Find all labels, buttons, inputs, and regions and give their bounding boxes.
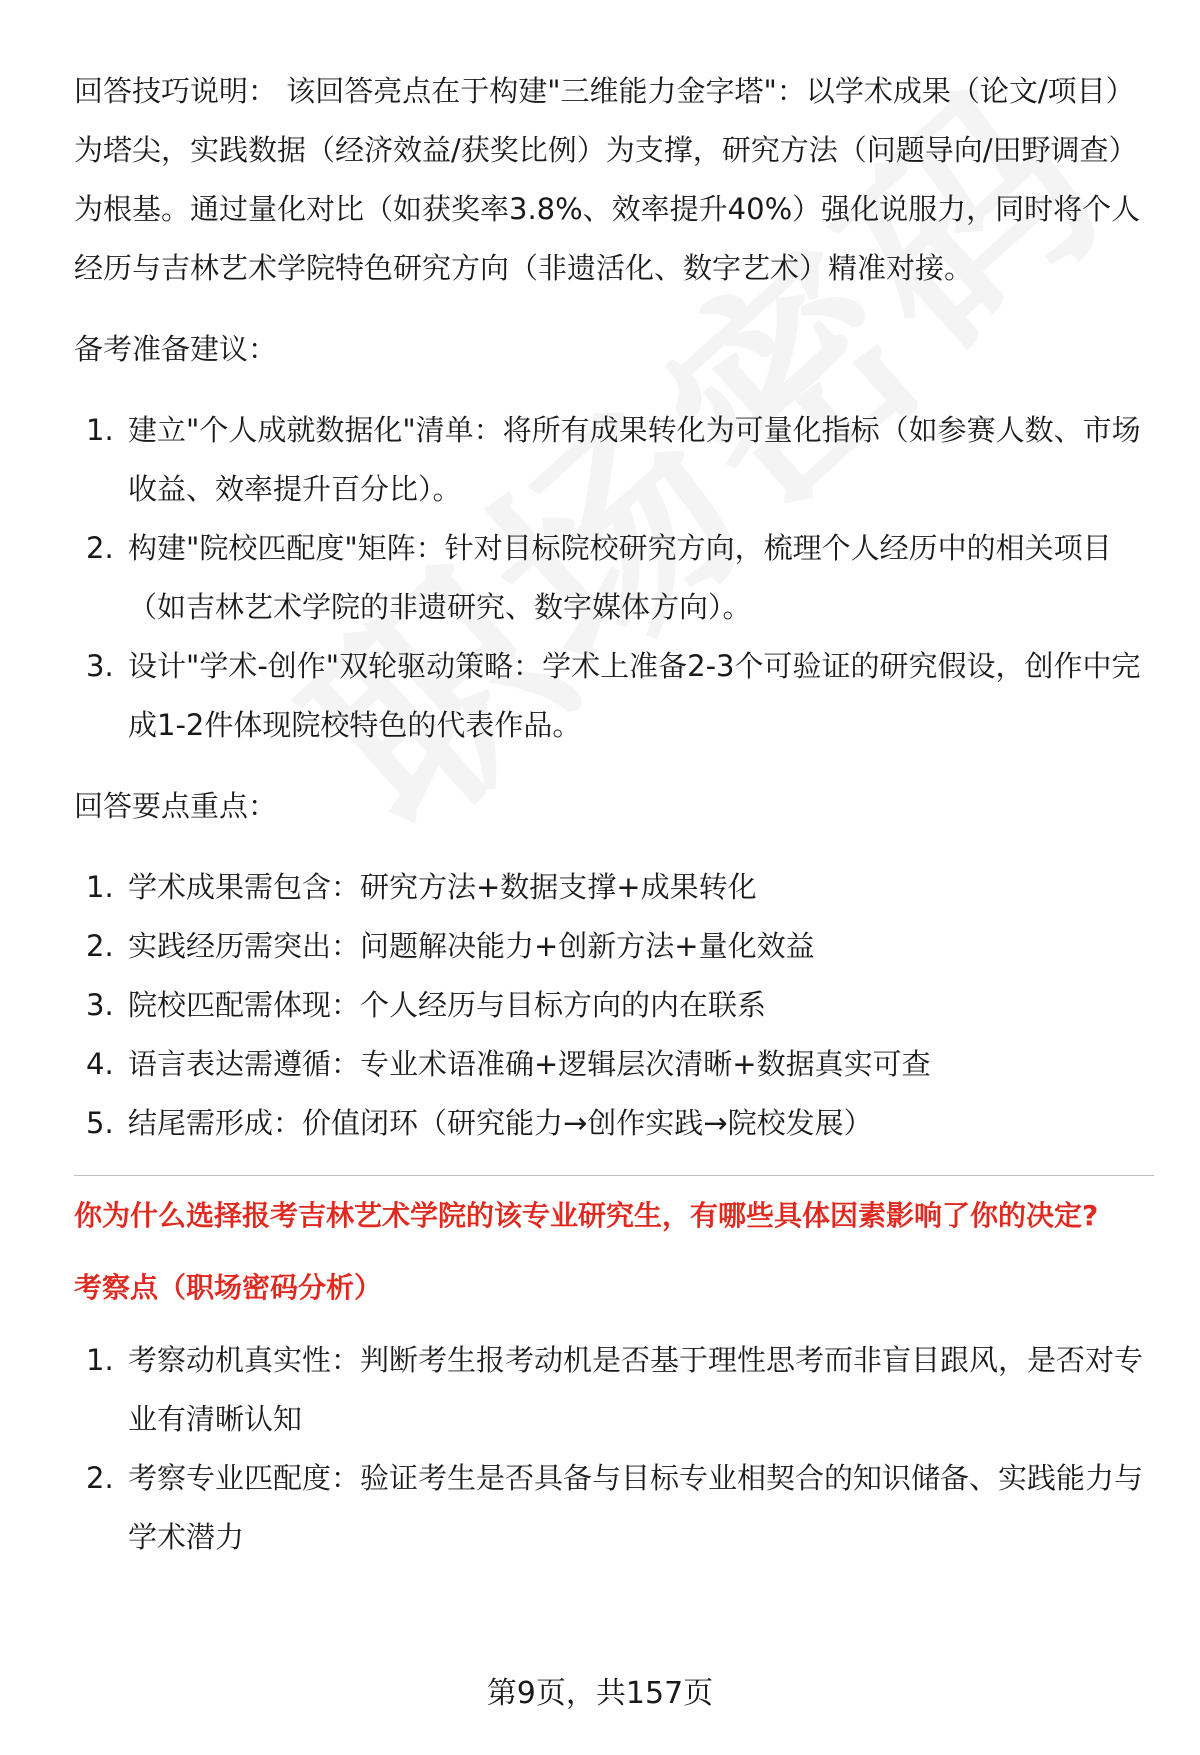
list-item: 2. 实践经历需突出：问题解决能力+创新方法+量化效益 <box>86 929 815 963</box>
page-content <box>74 62 1154 1589</box>
list-item: 2. 构建"院校匹配度"矩阵：针对目标院校研究方向，梳理个人经历中的相关项目（如吉林艺术学院的非遗研究、数字媒体方向）。 <box>86 531 1112 624</box>
list-item: 3. 院校匹配需体现：个人经历与目标方向的内在联系 <box>86 988 767 1022</box>
interview-question: 你为什么选择报考吉林艺术学院的该专业研究生，有哪些具体因素影响了你的决定? <box>74 1199 1099 1232</box>
list-item-text: 语言表达需遵循：专业术语准确+逻辑层次清晰+数据真实可查 <box>128 1047 931 1081</box>
answer-tip-paragraph: 回答技巧说明： 该回答亮点在于构建"三维能力金字塔"：以学术成果（论文/项目）为塔尖，实践数据（经济效益/获奖比例）为支撑，研究方法（问题导向/田野调查）为根基。通过量化对比（如获奖率3.8%、效率提升40%）强化说服力，同时将个人经历与吉林艺术学院特色研究方向（非遗活化、数字艺术）精准对接。 <box>74 74 1141 285</box>
prep-suggestions-list <box>74 401 1154 755</box>
exam-points-list <box>74 1331 1154 1567</box>
list-item: 5. 结尾需形成：价值闭环（研究能力→创作实践→院校发展） <box>86 1106 873 1140</box>
list-item-text: 考察动机真实性：判断考生报考动机是否基于理性思考而非盲目跟风，是否对专业有清晰认知 <box>128 1343 1144 1436</box>
key-points-label: 回答要点重点： <box>74 789 278 823</box>
key-points-list <box>74 858 1154 1153</box>
list-item: 2. 考察专业匹配度：验证考生是否具备与目标专业相契合的知识储备、实践能力与学术潜力 <box>86 1461 1144 1554</box>
list-item-text: 实践经历需突出：问题解决能力+创新方法+量化效益 <box>128 929 815 963</box>
prep-suggestions-label: 备考准备建议： <box>74 332 278 366</box>
list-item-text: 设计"学术-创作"双轮驱动策略：学术上准备2-3个可验证的研究假设，创作中完成1-2件体现院校特色的代表作品。 <box>128 649 1141 742</box>
list-item-text: 院校匹配需体现：个人经历与目标方向的内在联系 <box>128 988 767 1022</box>
list-item: 3. 设计"学术-创作"双轮驱动策略：学术上准备2-3个可验证的研究假设，创作中完成1-2件体现院校特色的代表作品。 <box>86 649 1141 742</box>
list-item-text: 结尾需形成：价值闭环（研究能力→创作实践→院校发展） <box>128 1106 873 1140</box>
list-item-text: 考察专业匹配度：验证考生是否具备与目标专业相契合的知识储备、实践能力与学术潜力 <box>128 1461 1144 1554</box>
list-item: 1. 建立"个人成就数据化"清单：将所有成果转化为可量化指标（如参赛人数、市场收益、效率提升百分比）。 <box>86 413 1141 506</box>
list-item: 1. 学术成果需包含：研究方法+数据支撑+成果转化 <box>86 870 757 904</box>
list-item: 1. 考察动机真实性：判断考生报考动机是否基于理性思考而非盲目跟风，是否对专业有清晰认知 <box>86 1343 1144 1436</box>
list-item-text: 建立"个人成就数据化"清单：将所有成果转化为可量化指标（如参赛人数、市场收益、效率提升百分比）。 <box>128 413 1141 506</box>
list-item-text: 构建"院校匹配度"矩阵：针对目标院校研究方向，梳理个人经历中的相关项目（如吉林艺术学院的非遗研究、数字媒体方向）。 <box>128 531 1112 624</box>
page-number: 第9页，共157页 <box>486 1676 714 1711</box>
list-item-text: 学术成果需包含：研究方法+数据支撑+成果转化 <box>128 870 757 904</box>
list-item: 4. 语言表达需遵循：专业术语准确+逻辑层次清晰+数据真实可查 <box>86 1047 931 1081</box>
exam-points-heading: 考察点（职场密码分析） <box>74 1271 383 1304</box>
section-divider <box>74 1175 1154 1176</box>
